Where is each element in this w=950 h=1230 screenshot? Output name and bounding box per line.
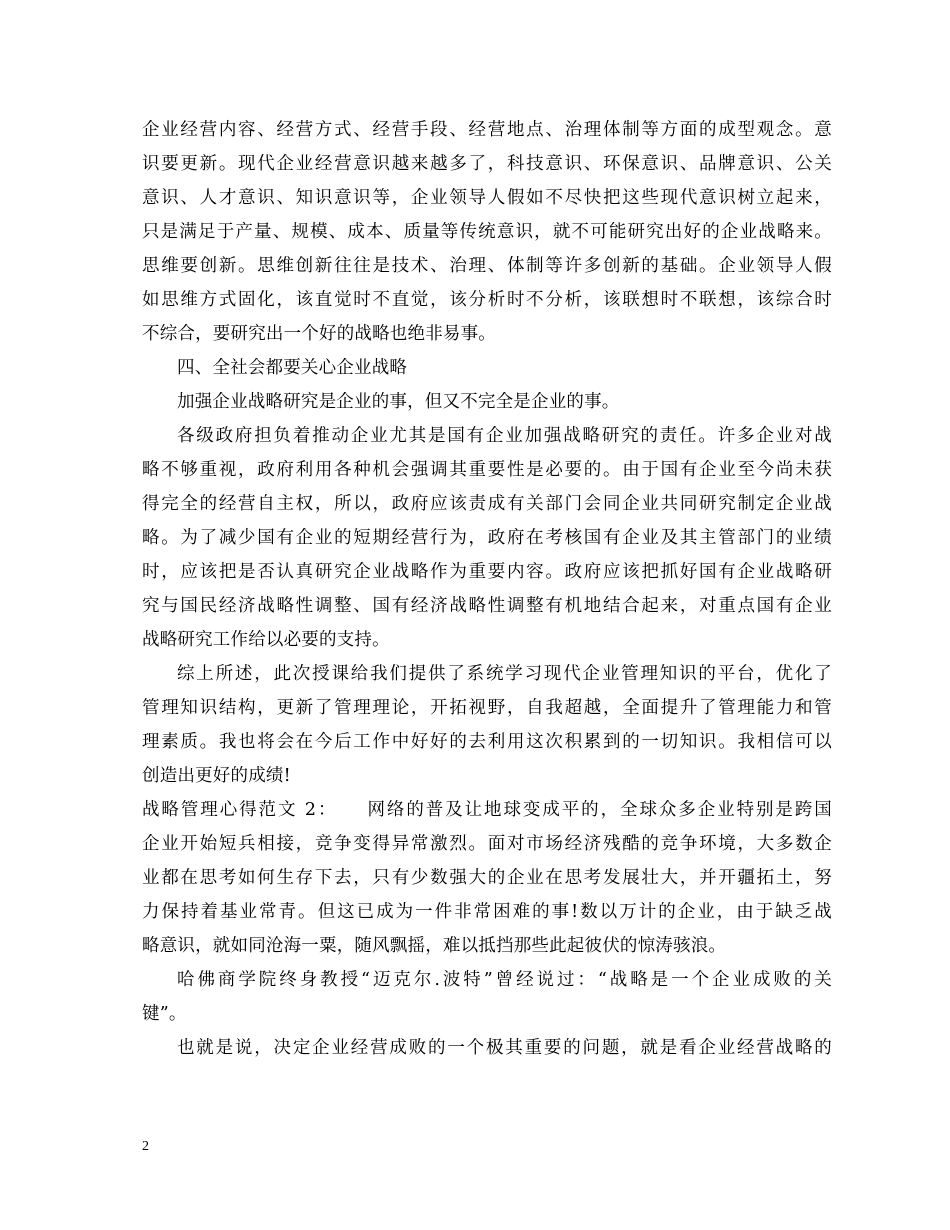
text-line: 管理知识结构，更新了管理理论，开拓视野，自我超越，全面提升了管理能力和管 (142, 698, 832, 718)
text-line: 业都在思考如何生存下去，只有少数强大的企业在思考发展壮大，并开疆拓土，努 (142, 868, 832, 888)
section-heading: 四、全社会都要关心企业战略 (177, 358, 408, 378)
text-line: 创造出更好的成绩! (142, 766, 291, 786)
text-line: 识要更新。现代企业经营意识越来越多了，科技意识、环保意识、品牌意识、公关 (142, 154, 832, 174)
text-line: 加强企业战略研究是企业的事，但又不完全是企业的事。 (177, 392, 620, 412)
text-line: 企业开始短兵相接，竞争变得异常激烈。面对市场经济残酷的竞争环境，大多数企 (142, 834, 832, 854)
text-line: 力保持着基业常青。但这已成为一件非常困难的事!数以万计的企业，由于缺乏战 (142, 902, 832, 922)
text-line: 只是满足于产量、规模、成本、质量等传统意识，就不可能研究出好的企业战略来。 (142, 222, 832, 242)
text-line: 企业经营内容、经营方式、经营手段、经营地点、治理体制等方面的成型观念。意 (142, 120, 832, 140)
text-line: 得完全的经营自主权，所以，政府应该责成有关部门会同企业共同研究制定企业战 (142, 494, 832, 514)
text-line: 综上所述，此次授课给我们提供了系统学习现代企业管理知识的平台，优化了 (177, 664, 832, 684)
text-line: 战略管理心得范文 2： 网络的普及让地球变成平的，全球众多企业特别是跨国 (142, 800, 832, 820)
text-line: 不综合，要研究出一个好的战略也绝非易事。 (142, 324, 496, 344)
page-number: 2 (142, 1139, 149, 1154)
text-line: 各级政府担负着推动企业尤其是国有企业加强战略研究的责任。许多企业对战 (177, 426, 832, 446)
text-line: 如思维方式固化，该直觉时不直觉，该分析时不分析，该联想时不联想，该综合时 (142, 290, 832, 310)
text-line: 时，应该把是否认真研究企业战略作为重要内容。政府应该把抓好国有企业战略研 (142, 562, 832, 582)
text-line: 究与国民经济战略性调整、国有经济战略性调整有机地结合起来，对重点国有企业 (142, 596, 832, 616)
text-line: 略。为了减少国有企业的短期经营行为，政府在考核国有企业及其主管部门的业绩 (142, 528, 832, 548)
text-line: 也就是说，决定企业经营成败的一个极其重要的问题，就是看企业经营战略的 (177, 1038, 832, 1058)
text-line: 略不够重视，政府利用各种机会强调其重要性是必要的。由于国有企业至今尚未获 (142, 460, 832, 480)
text-line: 思维要创新。思维创新往往是技术、治理、体制等许多创新的基础。企业领导人假 (142, 256, 832, 276)
text-line: 理素质。我也将会在今后工作中好好的去利用这次积累到的一切知识。我相信可以 (142, 732, 832, 752)
text-line: 意识、人才意识、知识意识等，企业领导人假如不尽快把这些现代意识树立起来， (142, 188, 832, 208)
text-line: 略意识，就如同沧海一粟，随风飘摇，难以抵挡那些此起彼伏的惊涛骇浪。 (142, 936, 727, 956)
text-line: 战略研究工作给以必要的支持。 (142, 630, 390, 650)
text-line: 哈佛商学院终身教授“迈克尔.波特”曾经说过：“战略是一个企业成败的关 (177, 970, 832, 990)
text-line: 键”。 (142, 1004, 187, 1024)
